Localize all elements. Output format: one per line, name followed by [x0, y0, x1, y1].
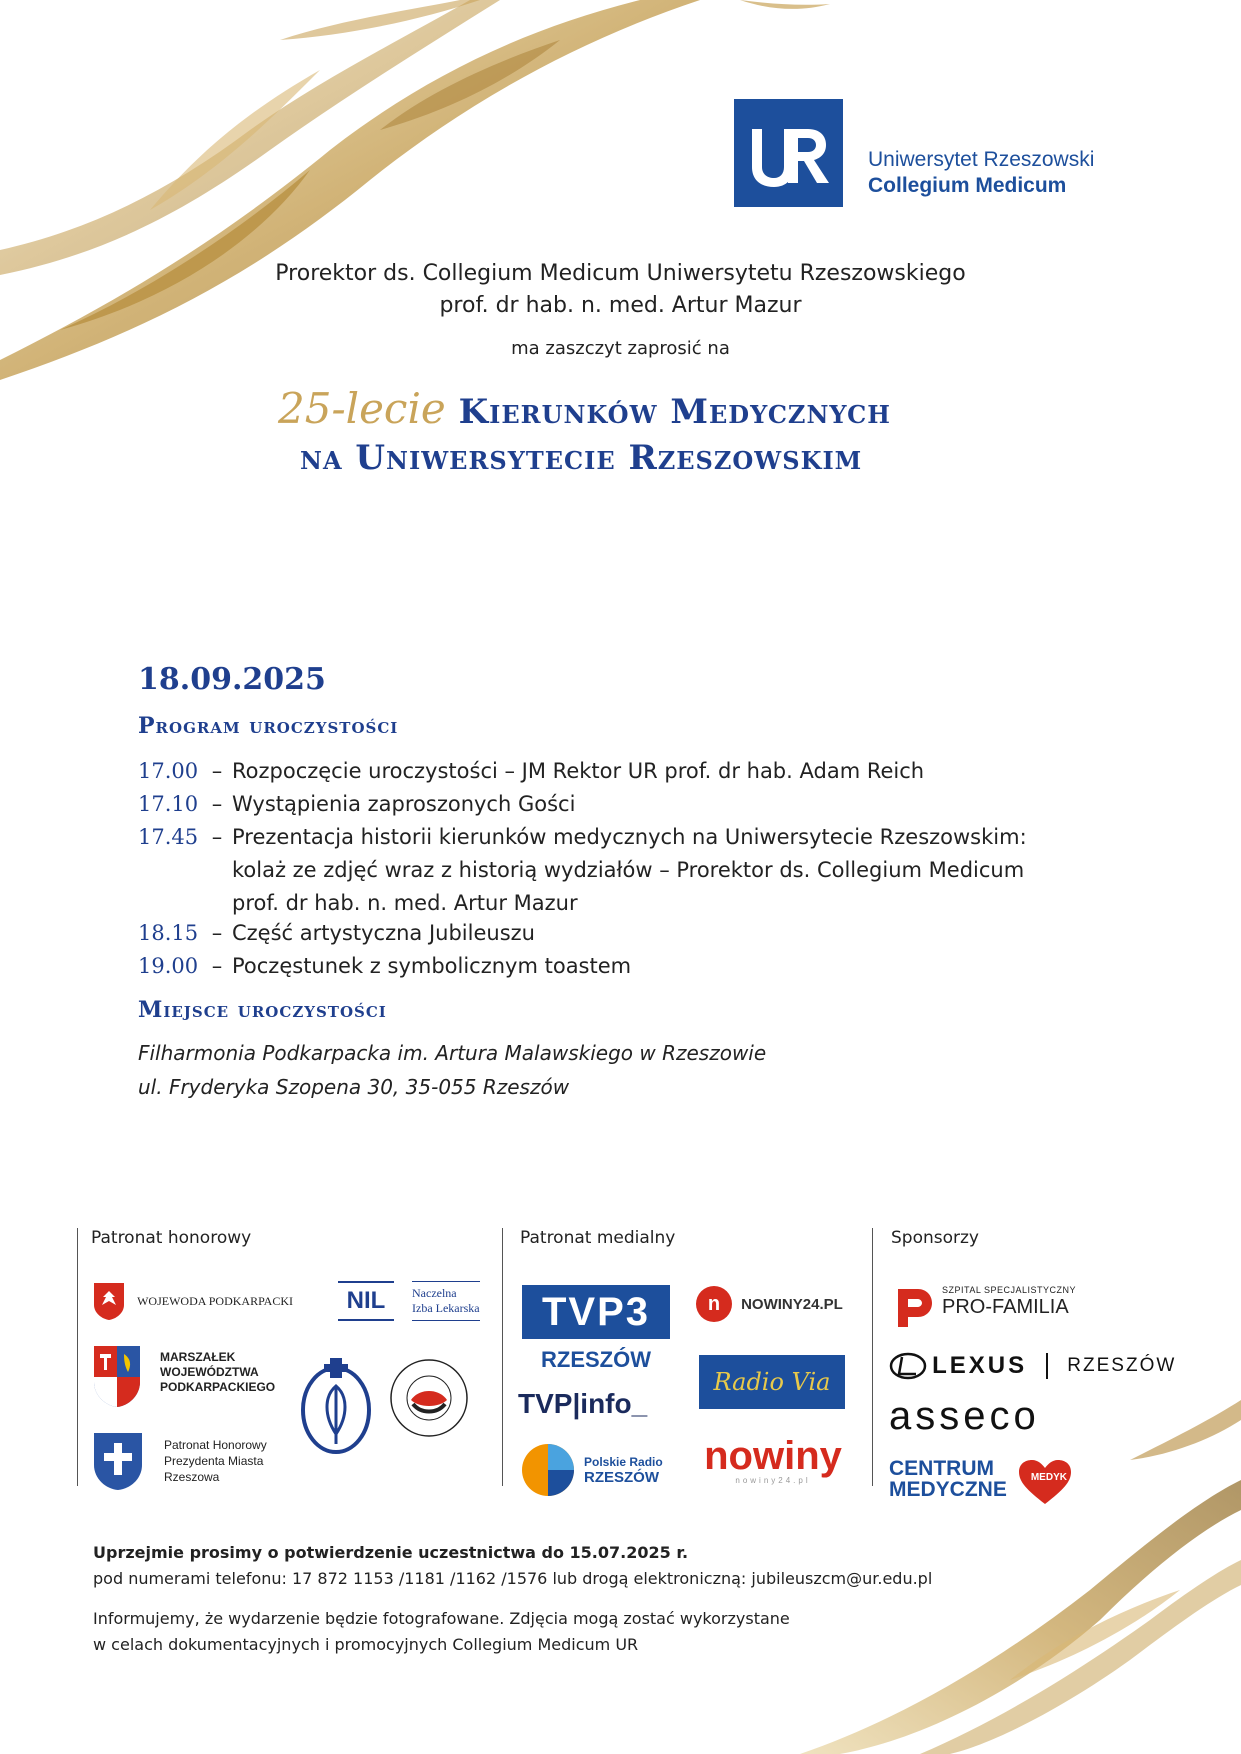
podkarpackie-coat-of-arms-icon: [92, 1344, 142, 1408]
prezydent-text-1: Patronat Honorowy: [164, 1438, 267, 1452]
venue-street: ul. Fryderyka Szopena 30, 35-055 Rzeszów: [138, 1075, 570, 1099]
centrum-medyczne-logo: [889, 1458, 1073, 1506]
event-title-line-1: [278, 384, 1078, 433]
media-patronage-label: Patronat medialny: [520, 1228, 676, 1248]
centrum-text-2: MEDYCZNE: [889, 1478, 1007, 1501]
program-text: Rozpoczęcie uroczystości – JM Rektor UR prof. dr hab. Adam Reich: [232, 759, 925, 783]
rsvp-note: [93, 1540, 932, 1592]
program-time: 17.00: [138, 759, 199, 783]
honorary-patronage-label: Patronat honorowy: [91, 1228, 252, 1248]
title-main: Kierunków Medycznych: [458, 392, 891, 432]
program-time: 17.10: [138, 792, 199, 816]
photo-note: [93, 1606, 790, 1658]
centrum-text-1: CENTRUM: [889, 1457, 994, 1480]
nil-text-2: Izba Lekarska: [412, 1301, 480, 1315]
polskie-radio-text-2: RZESZÓW: [584, 1469, 659, 1486]
polskie-radio-icon: [520, 1442, 576, 1498]
program-time: 17.45: [138, 825, 199, 849]
nowiny24-icon: n: [696, 1286, 732, 1322]
tvp3-logo: TVP3: [522, 1285, 670, 1339]
nursing-cross-logo: [300, 1356, 372, 1460]
program-text: Część artystyczna Jubileuszu: [232, 921, 535, 945]
nowiny24-text: NOWINY24.PL: [741, 1295, 843, 1313]
event-date: 18.09.2025: [138, 662, 326, 697]
wojewoda-logo: [92, 1281, 293, 1321]
prezydent-logo: [92, 1431, 267, 1491]
nursing-emblem-icon: [300, 1356, 372, 1456]
invitation-host: [0, 258, 1241, 322]
photo-note-2: w celach dokumentacyjnych i promocyjnych Collegium Medicum UR: [93, 1635, 639, 1654]
program-heading: Program uroczystości: [138, 713, 399, 739]
venue-heading: Miejsce uroczystości: [138, 997, 387, 1023]
program-time: 18.15: [138, 921, 199, 945]
marszalek-text-3: PODKARPACKIEGO: [160, 1380, 276, 1394]
invitation-line-1: Prorektor ds. Collegium Medicum Uniwersytetu Rzeszowskiego: [275, 261, 966, 286]
nurses-chamber-logo: [389, 1358, 469, 1442]
medyk-badge: [1017, 1458, 1073, 1506]
sponsors-label: Sponsorzy: [891, 1228, 979, 1248]
prezydent-text-3: Rzeszowa: [164, 1470, 220, 1484]
lexus-icon: [889, 1352, 927, 1380]
marszalek-logo: [92, 1344, 275, 1408]
nurses-chamber-icon: [389, 1358, 469, 1438]
program-item: 17.10 – Wystąpienia zaproszonych Gości: [138, 788, 1098, 821]
program-time: 19.00: [138, 954, 199, 978]
eagle-shield-icon: [92, 1281, 126, 1321]
ur-logo-mark-icon: [734, 99, 843, 207]
pro-familia-small: SZPITAL SPECJALISTYCZNY: [942, 1285, 1077, 1295]
wojewoda-text: WOJEWODA PODKARPACKI: [137, 1293, 293, 1308]
marszalek-text-2: WOJEWÓDZTWA: [160, 1365, 259, 1379]
nowiny-sub: nowiny24.pl: [735, 1476, 811, 1485]
centrum-text: [889, 1458, 1007, 1500]
lexus-text: LEXUS: [932, 1352, 1028, 1379]
nil-text-1: Naczelna: [412, 1286, 457, 1300]
nil-text: [412, 1281, 480, 1321]
lexus-city: RZESZÓW: [1067, 1355, 1177, 1376]
program-text: Wystąpienia zaproszonych Gości: [232, 792, 576, 816]
rzeszow-coat-of-arms-icon: [92, 1431, 144, 1491]
pro-familia-icon: [892, 1285, 936, 1329]
radio-via-logo: Radio Via: [699, 1355, 845, 1409]
rsvp-contact: pod numerami telefonu: 17 872 1153 /1181 /1162 /1576 lub drogą elektroniczną: jubileuszcm@ur.edu.pl: [93, 1569, 933, 1588]
anniversary-label: 25-lecie: [278, 384, 446, 433]
nowiny-logo: nowiny: [704, 1434, 842, 1478]
pro-familia-name: PRO-FAMILIA: [942, 1296, 1069, 1318]
university-name: Uniwersytet Rzeszowski: [868, 148, 1095, 171]
lexus-logo: [889, 1352, 1176, 1380]
program-text: Prezentacja historii kierunków medycznych na Uniwersytecie Rzeszowskim: kolaż ze zdjęć wraz z historią wydziałów – Prorektor ds. Collegium Medicum prof. dr hab. n. med. Artur Mazur: [232, 825, 1027, 915]
nil-mark: NIL: [338, 1281, 394, 1321]
photo-note-1: Informujemy, że wydarzenie będzie fotografowane. Zdjęcia mogą zostać wykorzystane: [93, 1609, 790, 1628]
program-item: 17.00 – Rozpoczęcie uroczystości – JM Rektor UR prof. dr hab. Adam Reich: [138, 755, 1098, 788]
invitation-line-3: ma zaszczyt zaprosić na: [511, 338, 730, 359]
nil-logo: [338, 1281, 394, 1321]
venue-address: [138, 1036, 766, 1104]
gold-leaf-decoration-top: [0, 0, 860, 390]
rsvp-deadline: Uprzejmie prosimy o potwierdzenie uczestnictwa do 15.07.2025 r.: [93, 1543, 689, 1562]
pro-familia-logo: [892, 1285, 1076, 1329]
nowiny24-logo: [696, 1286, 843, 1322]
prezydent-text-2: Prezydenta Miasta: [164, 1454, 264, 1468]
divider: [872, 1228, 873, 1486]
marszalek-text-1: MARSZAŁEK: [160, 1350, 236, 1364]
divider: [502, 1228, 503, 1486]
invitation-line-2: prof. dr hab. n. med. Artur Mazur: [439, 293, 802, 318]
ur-logo-text: [868, 147, 1094, 199]
medyk-text: MEDYK: [1030, 1472, 1067, 1483]
program-item: 17.45 – Prezentacja historii kierunków medycznych na Uniwersytecie Rzeszowskim: kolaż ze zdjęć wraz z historią wydziałów – Prorektor ds. Collegium Medicum prof. dr hab. n. med. Artur Mazur: [138, 821, 1098, 920]
divider: [77, 1228, 78, 1486]
ur-logo: [734, 99, 843, 207]
polskie-radio-logo: [520, 1442, 663, 1498]
polskie-radio-text: [584, 1442, 663, 1486]
marszalek-text: [160, 1344, 275, 1395]
asseco-logo: asseco: [889, 1394, 1040, 1438]
program-item: 18.15 – Część artystyczna Jubileuszu: [138, 917, 1098, 950]
polskie-radio-text-1: Polskie Radio: [584, 1455, 663, 1469]
program-text: Poczęstunek z symbolicznym toastem: [232, 954, 632, 978]
college-name: Collegium Medicum: [868, 174, 1067, 197]
tvp3-city: RZESZÓW: [541, 1347, 651, 1372]
venue-name: Filharmonia Podkarpacka im. Artura Malawskiego w Rzeszowie: [138, 1041, 767, 1065]
tvp-info-logo: TVP|info_: [518, 1388, 648, 1419]
program-item: 19.00 – Poczęstunek z symbolicznym toastem: [138, 950, 1098, 983]
prezydent-text: [164, 1431, 267, 1485]
event-title-line-2: na Uniwersytecie Rzeszowskim: [300, 438, 863, 478]
pro-familia-text: [942, 1285, 1076, 1319]
